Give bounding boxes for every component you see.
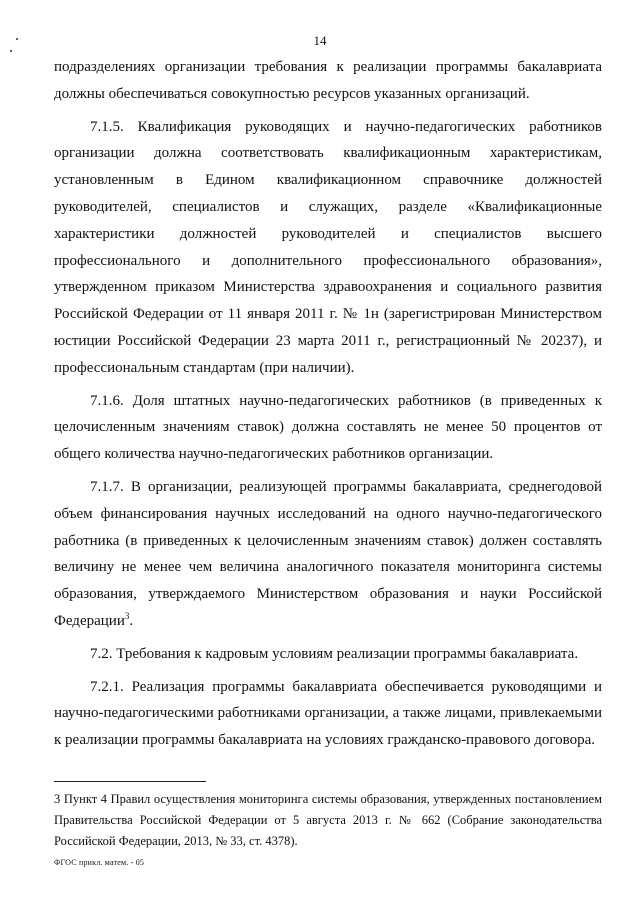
paragraph-7-1-7-text: 7.1.7. В организации, реализующей программы бакалавриата, среднегодовой объем финансирования научных исследований на одного научно-педагогического работника (в приведенных к целочисленным значениям ставок) должен составлять величину не менее чем величина аналогичного показателя мониторинга системы образования, утверждаемого Министерством образования и науки Российской Федерации <box>54 478 602 629</box>
paragraph-7-1-6: 7.1.6. Доля штатных научно-педагогических работников (в приведенных к целочисленным значениям ставок) должна составлять не менее 50 процентов от общего количества научно-педагогических работников организации. <box>54 392 602 463</box>
paragraph-7-2-1: 7.2.1. Реализация программы бакалавриата обеспечивается руководящими и научно-педагогическими работниками организации, а также лицами, привлекаемыми к реализации программы бакалавриата на условиях гражданско-правового договора. <box>54 678 602 749</box>
main-text <box>54 54 602 760</box>
paragraph-7-2: 7.2. Требования к кадровым условиям реализации программы бакалавриата. <box>90 645 579 662</box>
paragraph-7-1-5: 7.1.5. Квалификация руководящих и научно-педагогических работников организации должна соответствовать квалификационным характеристикам, установленным в Едином квалификационном справочнике должностей руководителей, специалистов и служащих, разделе «Квалификационные характеристики должностей руководителей и специалистов высшего профессионального и дополнительного профессионального образования», утвержденном приказом Министерства здравоохранения и социального развития Российской Федерации от 11 января 2011 г. № 1н (зарегистрирован Министерством юстиции Российской Федерации 23 марта 2011 г., регистрационный № 20237), и профессиональным стандартам (при наличии). <box>54 118 602 376</box>
page-number: 14 <box>313 33 327 48</box>
footnote: 3 Пункт 4 Правил осуществления мониторинга системы образования, утвержденных постановлением Правительства Российской Федерации от 5 августа 2013 г. № 662 (Собрание законодательства Российской Федерации, 2013, № 33, ст. 4378). <box>54 792 602 848</box>
scan-speck <box>16 38 18 40</box>
paragraph-7-1-7-end: . <box>129 612 134 629</box>
footnote-divider <box>54 781 206 782</box>
footer-code: ФГОС прикл. матем. - 05 <box>54 858 145 867</box>
footnote-reference: 3 <box>124 610 130 621</box>
scan-speck <box>10 50 12 52</box>
paragraph-continuation: подразделениях организации требования к реализации программы бакалавриата должны обеспечиваться совокупностью ресурсов указанных организаций. <box>54 59 602 102</box>
paragraph-7-1-7 <box>54 474 602 635</box>
